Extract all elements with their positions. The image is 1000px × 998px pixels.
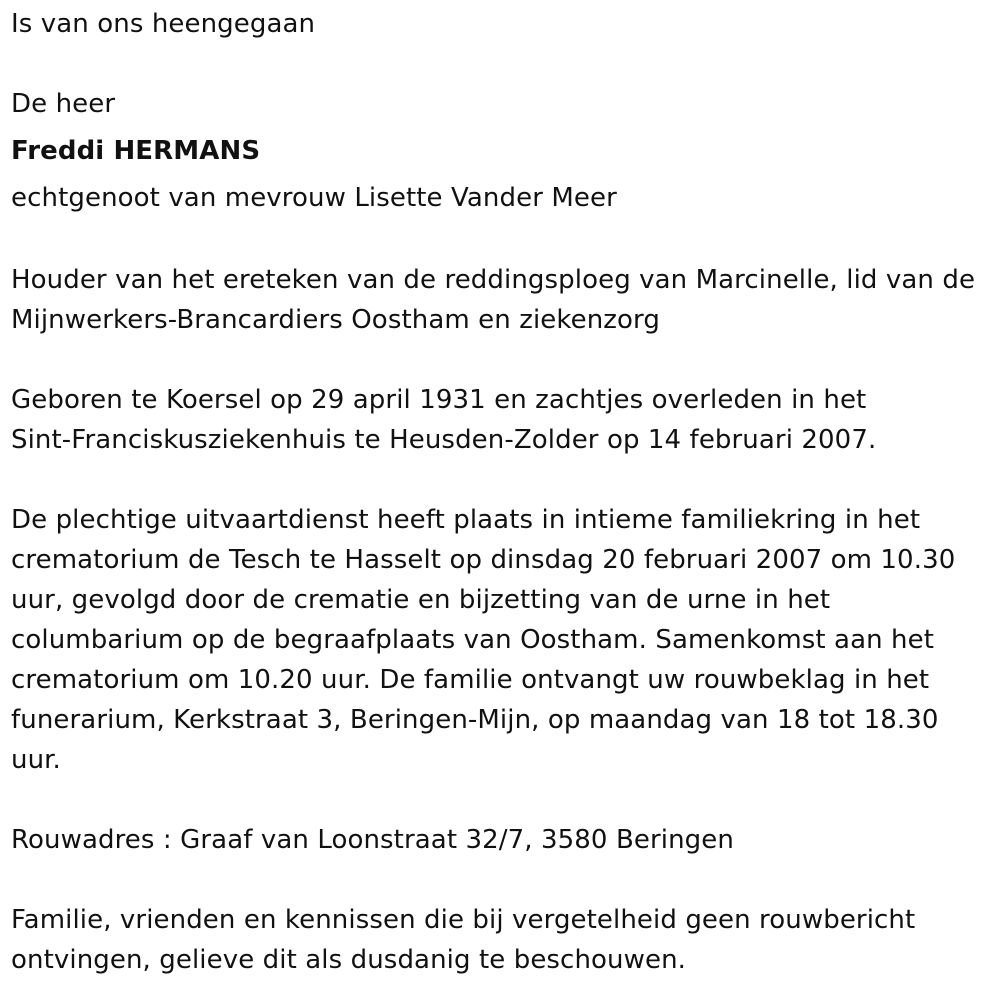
spacer xyxy=(11,780,991,820)
closing-line: ontvingen, gelieve dit als dusdanig te beschouwen. xyxy=(11,945,687,975)
honors-line: Mijnwerkers-Brancardiers Oostham en ziekenzorg xyxy=(11,305,660,335)
spacer xyxy=(11,220,991,260)
title-line: De heer xyxy=(11,89,116,119)
ceremony-line: De plechtige uitvaartdienst heeft plaats in intieme familiekring in het xyxy=(11,505,921,535)
ceremony-line: columbarium op de begraafplaats van Oostham. Samenkomst aan het xyxy=(11,625,935,655)
mourning-address: Rouwadres : Graaf van Loonstraat 32/7, 3580 Beringen xyxy=(11,825,734,855)
honors-line: Houder van het ereteken van de reddingsploeg van Marcinelle, lid van de xyxy=(11,265,976,295)
spacer xyxy=(11,44,991,84)
ceremony-line: crematorium om 10.20 uur. De familie ontvangt uw rouwbeklag in het xyxy=(11,665,930,695)
birth-death-line: Geboren te Koersel op 29 april 1931 en zachtjes overleden in het xyxy=(11,385,867,415)
spacer xyxy=(11,460,991,500)
deceased-name: Freddi HERMANS xyxy=(11,136,261,166)
ceremony-line: uur, gevolgd door de crematie en bijzetting van de urne in het xyxy=(11,585,831,615)
intro-text: Is van ons heengegaan xyxy=(11,9,316,39)
spacer xyxy=(11,340,991,380)
birth-death-line: Sint-Franciskusziekenhuis te Heusden-Zolder op 14 februari 2007. xyxy=(11,425,877,455)
spouse-text: echtgenoot van mevrouw Lisette Vander Meer xyxy=(11,183,617,213)
ceremony-line: funerarium, Kerkstraat 3, Beringen-Mijn, op maandag van 18 tot 18.30 xyxy=(11,705,939,735)
ceremony-line: crematorium de Tesch te Hasselt op dinsdag 20 februari 2007 om 10.30 xyxy=(11,545,956,575)
death-notice xyxy=(11,4,991,980)
ceremony-line: uur. xyxy=(11,745,61,775)
closing-line: Familie, vrienden en kennissen die bij vergetelheid geen rouwbericht xyxy=(11,905,916,935)
spacer xyxy=(11,860,991,900)
